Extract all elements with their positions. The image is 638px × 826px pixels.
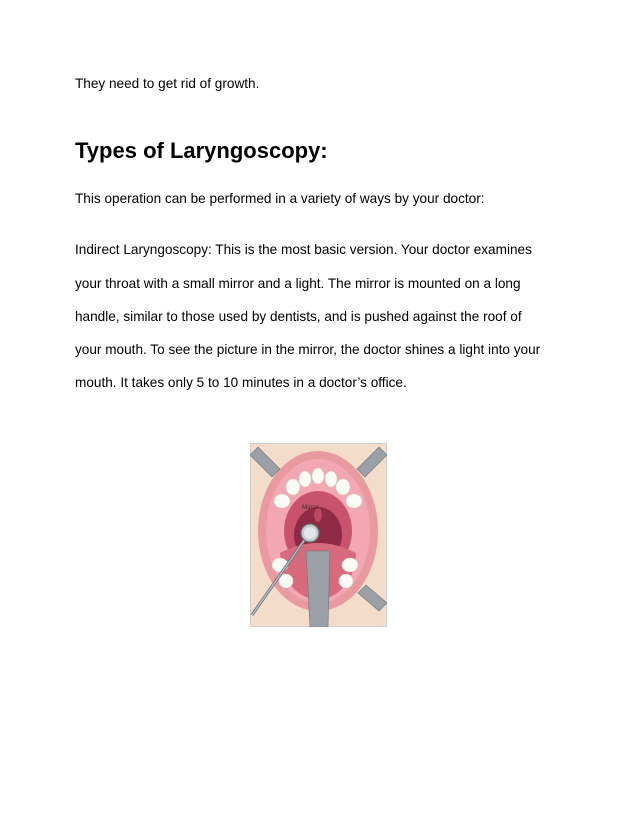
mirror-label: Mirror	[302, 504, 319, 511]
paragraph-line: Indirect Laryngoscopy: This is the most basic version. Your doctor examines	[75, 242, 532, 257]
lead-line: This operation can be performed in a variety of ways by your doctor:	[75, 191, 485, 206]
indirect-laryngoscopy-illustration-icon	[250, 443, 387, 627]
section-heading: Types of Laryngoscopy:	[75, 138, 328, 163]
intro-line: They need to get rid of growth.	[75, 76, 260, 91]
paragraph-line: mouth. It takes only 5 to 10 minutes in a doctor’s office.	[75, 375, 407, 390]
paragraph-line: your throat with a small mirror and a light. The mirror is mounted on a long	[75, 276, 521, 291]
paragraph-line: your mouth. To see the picture in the mirror, the doctor shines a light into your	[75, 342, 541, 357]
paragraph-line: handle, similar to those used by dentists, and is pushed against the roof of	[75, 309, 522, 324]
